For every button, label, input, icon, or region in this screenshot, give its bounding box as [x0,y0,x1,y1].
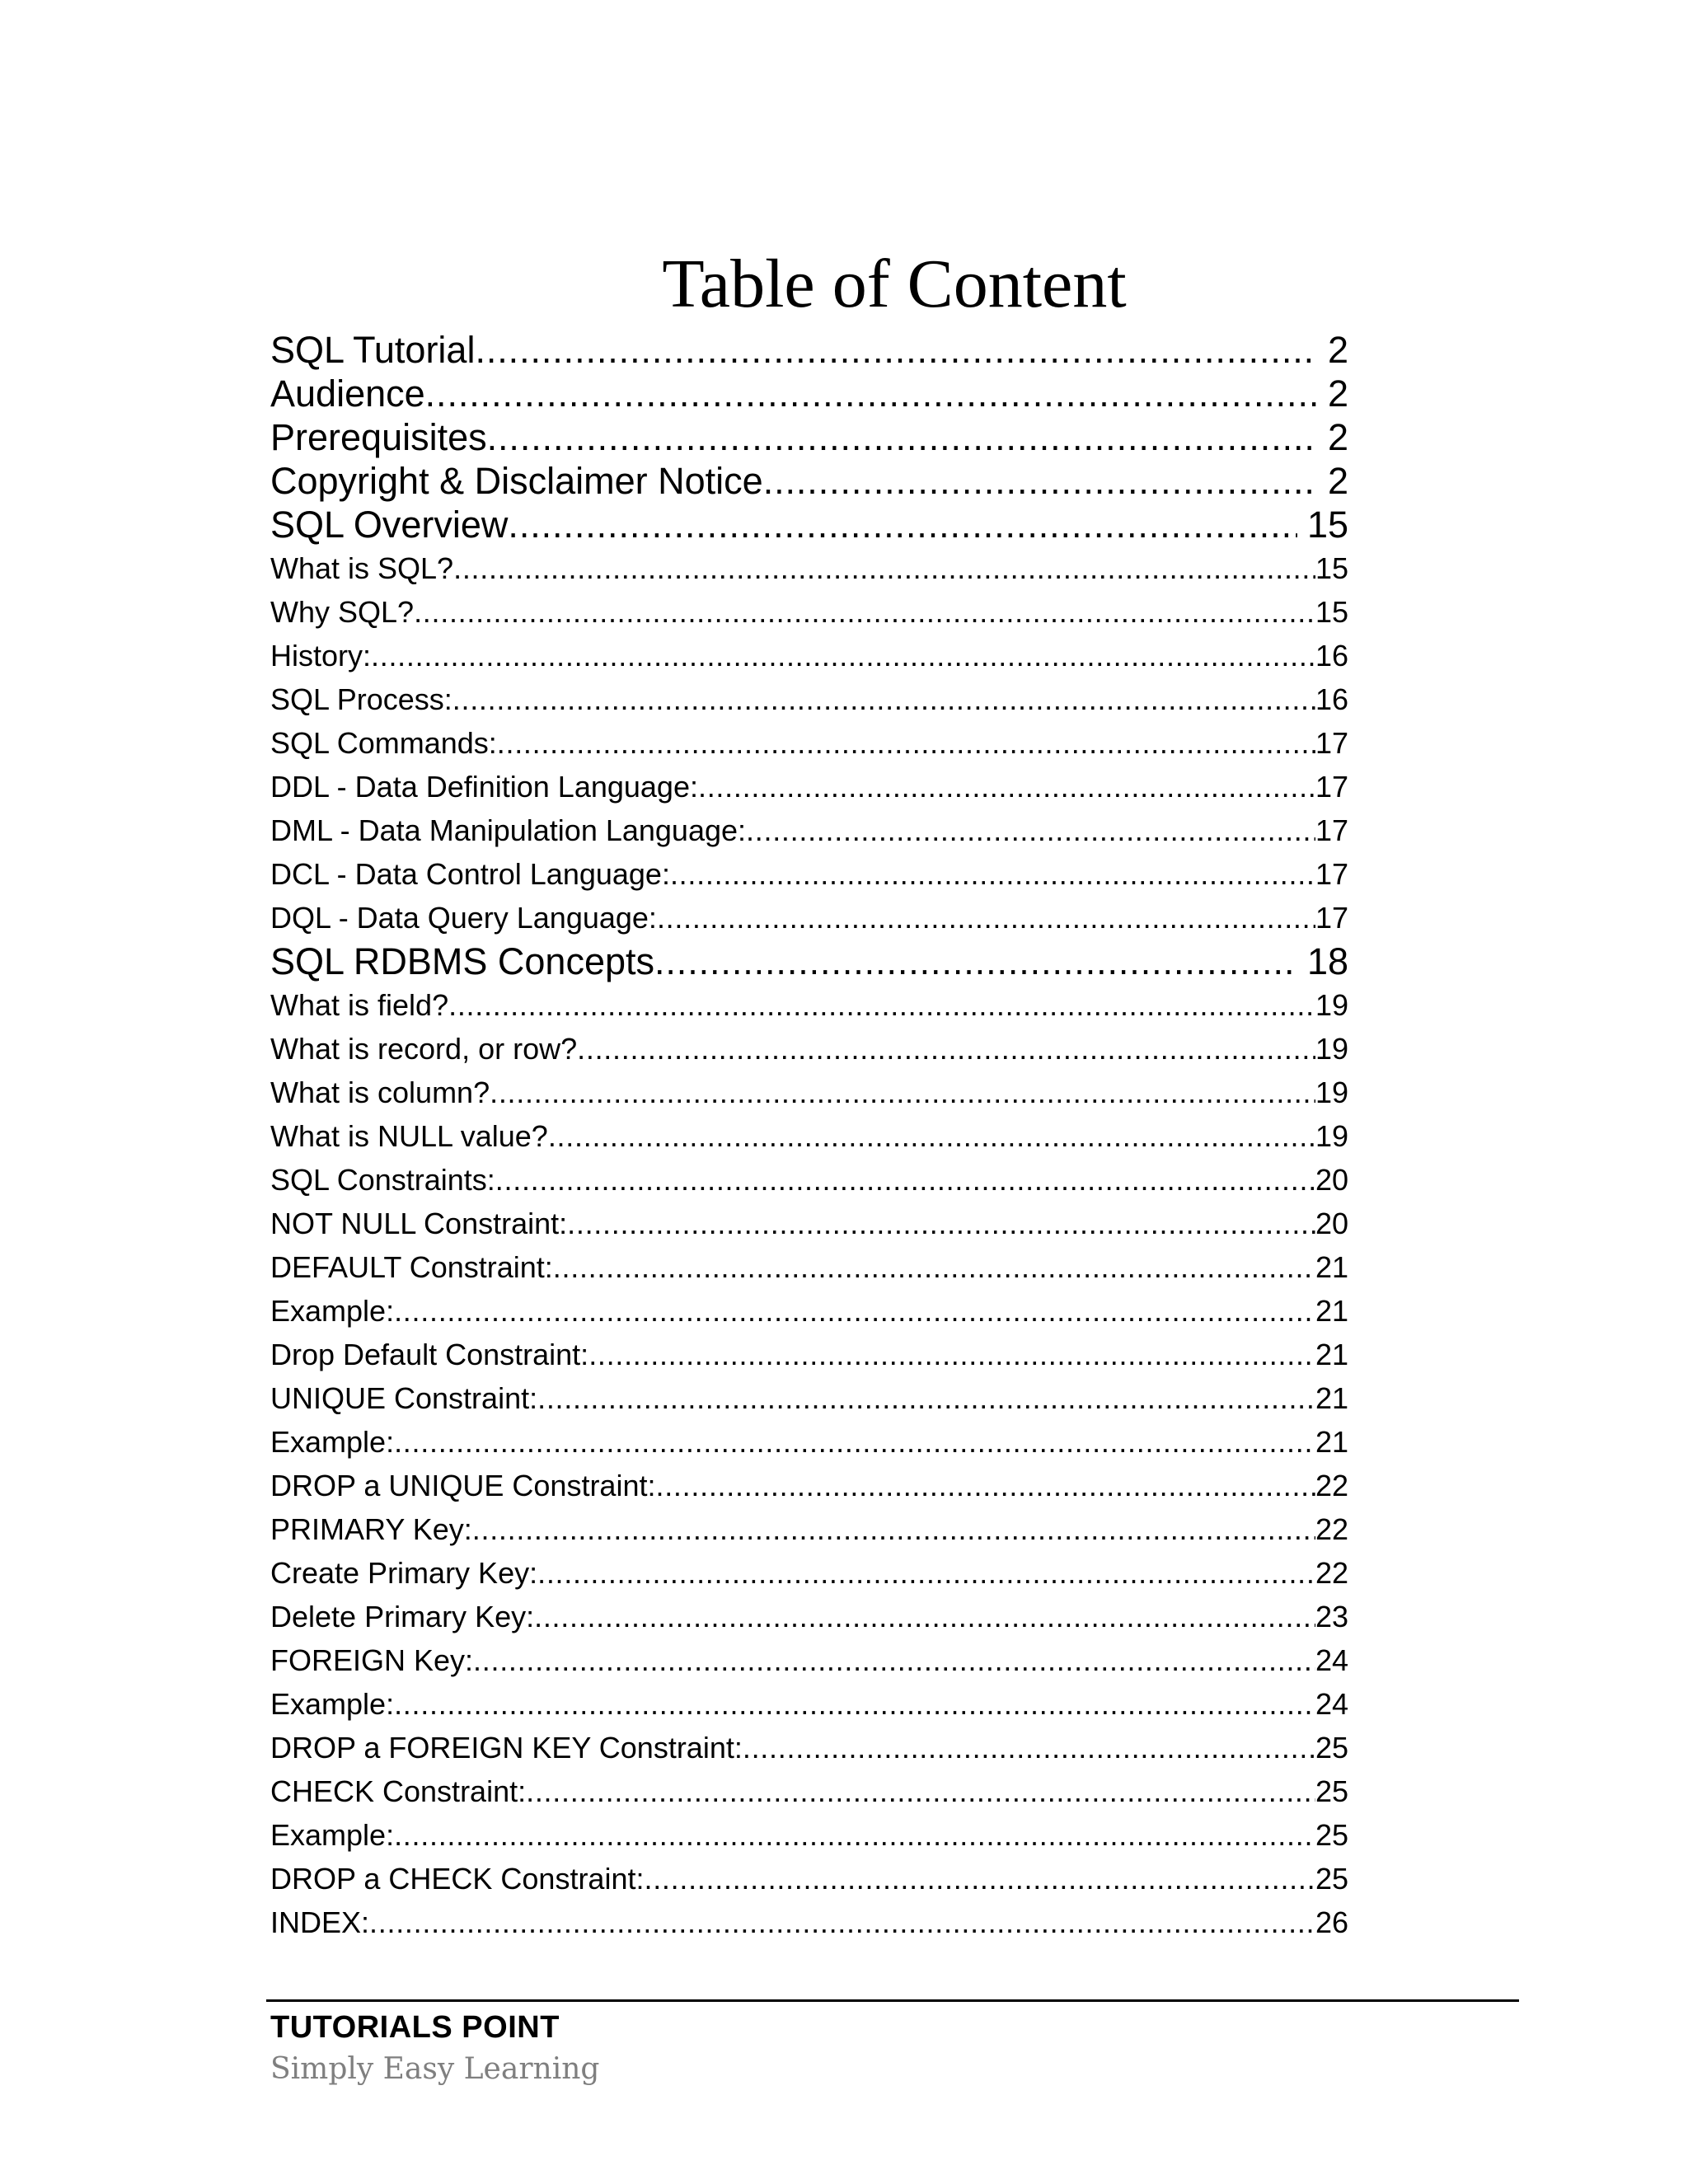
toc-entry[interactable] [270,1857,1348,1900]
toc-dot-leader [553,1245,1315,1289]
toc-entry-label: SQL Tutorial [270,329,476,371]
toc-entry[interactable] [270,1813,1348,1857]
toc-entry-page-number: 21 [1315,1294,1348,1328]
toc-entry-page-number: 15 [1315,595,1348,629]
toc-entry-page-number: 15 [1306,504,1348,546]
toc-entry-page-number: 22 [1315,1512,1348,1546]
toc-entry-page-number: 19 [1315,1032,1348,1066]
toc-entry-label: CHECK Constraint: [270,1774,527,1808]
toc-dot-leader [371,634,1315,677]
toc-entry-label: Example: [270,1687,395,1721]
toc-dot-leader [655,1464,1315,1507]
toc-entry-label: DROP a FOREIGN KEY Constraint: [270,1731,743,1765]
toc-entry[interactable] [270,1333,1348,1376]
toc-entry-page-number: 23 [1315,1600,1348,1633]
toc-entry[interactable] [270,1158,1348,1202]
toc-entry[interactable] [270,1071,1348,1114]
toc-entry-page-number: 26 [1315,1905,1348,1939]
toc-entry-label: Example: [270,1425,395,1459]
toc-entry-label: DQL - Data Query Language: [270,901,657,935]
footer-brand: TUTORIALS POINT [270,2010,560,2045]
toc-entry-page-number: 19 [1315,1119,1348,1153]
toc-entry[interactable] [270,372,1348,415]
toc-entry[interactable] [270,677,1348,721]
toc-entry[interactable] [270,765,1348,808]
toc-entry-page-number: 24 [1315,1643,1348,1677]
toc-entry-label: Audience [270,373,425,415]
toc-entry-page-number: 19 [1315,1076,1348,1109]
toc-entry[interactable] [270,1464,1348,1507]
toc-dot-leader [497,721,1315,765]
toc-dot-leader [487,415,1318,459]
toc-dot-leader [425,372,1318,415]
toc-entry-page-number: 2 [1327,460,1348,502]
toc-dot-leader [537,1376,1315,1420]
toc-entry-label: What is record, or row? [270,1032,578,1066]
toc-entry-page-number: 25 [1315,1731,1348,1765]
toc-entry[interactable] [270,983,1348,1027]
toc-entry-page-number: 20 [1315,1163,1348,1197]
toc-entry-label: Drop Default Constraint: [270,1338,589,1371]
toc-entry-page-number: 21 [1315,1250,1348,1284]
toc-entry-label: DROP a UNIQUE Constraint: [270,1469,656,1502]
toc-dot-leader [537,1551,1315,1595]
toc-entry-page-number: 17 [1315,770,1348,804]
toc-entry-label: What is NULL value? [270,1119,548,1153]
toc-entry[interactable] [270,1376,1348,1420]
toc-entry[interactable] [270,1900,1348,1944]
toc-entry-page-number: 22 [1315,1556,1348,1590]
toc-entry-label: DML - Data Manipulation Language: [270,813,747,847]
toc-entry-label: Prerequisites [270,416,487,458]
toc-entry[interactable] [270,808,1348,852]
toc-entry-label: History: [270,639,372,673]
toc-dot-leader [453,546,1315,590]
toc-dot-leader [394,1682,1315,1726]
toc-entry-label: Why SQL? [270,595,415,629]
toc-entry-label: Delete Primary Key: [270,1600,535,1633]
toc-entry-page-number: 25 [1315,1774,1348,1808]
toc-entry-label: SQL Process: [270,682,452,716]
toc-entry[interactable] [270,590,1348,634]
toc-entry-page-number: 16 [1315,639,1348,673]
toc-entry[interactable] [270,1595,1348,1638]
toc-entry-label: DCL - Data Control Language: [270,857,670,891]
toc-entry[interactable] [270,415,1348,459]
toc-entry-label: INDEX: [270,1905,370,1939]
toc-entry[interactable] [270,1682,1348,1726]
toc-entry[interactable] [270,634,1348,677]
toc-entry-page-number: 18 [1306,940,1348,982]
toc-dot-leader [654,940,1297,983]
toc-dot-leader [657,896,1315,940]
toc-entry-page-number: 2 [1327,416,1348,458]
toc-entry[interactable] [270,546,1348,590]
toc-dot-leader [490,1071,1315,1114]
toc-entry-page-number: 21 [1315,1425,1348,1459]
toc-entry-label: Copyright & Disclaimer Notice [270,460,763,502]
toc-entry[interactable] [270,896,1348,940]
toc-entry-page-number: 2 [1327,373,1348,415]
toc-dot-leader [763,459,1318,503]
toc-entry[interactable] [270,1420,1348,1464]
toc-dot-leader [394,1813,1315,1857]
toc-entry-label: SQL Commands: [270,726,497,760]
toc-entry-label: What is SQL? [270,551,454,585]
toc-dot-leader [452,677,1315,721]
toc-entry-label: SQL RDBMS Concepts [270,940,654,982]
toc-entry-label: FOREIGN Key: [270,1643,474,1677]
toc-dot-leader [746,808,1315,852]
toc-entry-page-number: 16 [1315,682,1348,716]
toc-entry-label: DDL - Data Definition Language: [270,770,698,804]
toc-entry-page-number: 21 [1315,1381,1348,1415]
toc-entry-page-number: 19 [1315,988,1348,1022]
toc-entry[interactable] [270,503,1348,546]
toc-entry-page-number: 21 [1315,1338,1348,1371]
toc-dot-leader [534,1595,1315,1638]
toc-dot-leader [508,503,1297,546]
toc-entry[interactable] [270,852,1348,896]
toc-dot-leader [644,1857,1315,1900]
toc-entry-label: What is field? [270,988,449,1022]
toc-entry-page-number: 20 [1315,1207,1348,1240]
toc-entry[interactable] [270,721,1348,765]
toc-entry-page-number: 15 [1315,551,1348,585]
toc-entry-page-number: 17 [1315,726,1348,760]
toc-entry[interactable] [270,1769,1348,1813]
toc-dot-leader [577,1027,1315,1071]
toc-entry-label: SQL Constraints: [270,1163,495,1197]
toc-entry-label: NOT NULL Constraint: [270,1207,568,1240]
toc-entry[interactable] [270,1551,1348,1595]
toc-entry[interactable] [270,1638,1348,1682]
toc-entry[interactable] [270,459,1348,503]
footer-divider [266,1999,1519,2002]
toc-entry[interactable] [270,1726,1348,1769]
toc-dot-leader [567,1202,1315,1245]
toc-dot-leader [495,1158,1315,1202]
toc-entry-label: Example: [270,1294,395,1328]
toc-dot-leader [448,983,1315,1027]
toc-dot-leader [473,1638,1315,1682]
toc-entry-page-number: 25 [1315,1818,1348,1852]
toc-entry-page-number: 17 [1315,901,1348,935]
toc-entry-label: What is column? [270,1076,490,1109]
toc-entry-page-number: 2 [1327,329,1348,371]
toc-entry[interactable] [270,1027,1348,1071]
toc-entry-label: Create Primary Key: [270,1556,538,1590]
toc-dot-leader [743,1726,1315,1769]
toc-entry[interactable] [270,328,1348,372]
toc-entry[interactable] [270,1202,1348,1245]
toc-dot-leader [670,852,1315,896]
footer-tagline: Simply Easy Learning [270,2052,600,2086]
toc-dot-leader [548,1114,1315,1158]
toc-entry[interactable] [270,1245,1348,1289]
toc-entry-page-number: 25 [1315,1862,1348,1896]
toc-entry[interactable] [270,1289,1348,1333]
toc-entry-label: SQL Overview [270,504,509,546]
toc-entry-label: PRIMARY Key: [270,1512,472,1546]
toc-dot-leader [475,328,1318,372]
toc-entry-label: Example: [270,1818,395,1852]
toc-entry-page-number: 22 [1315,1469,1348,1502]
toc-dot-leader [526,1769,1315,1813]
toc-dot-leader [588,1333,1315,1376]
toc-dot-leader [394,1420,1315,1464]
toc-dot-leader [414,590,1315,634]
toc-entry-label: DEFAULT Constraint: [270,1250,553,1284]
toc-dot-leader [698,765,1315,808]
toc-dot-leader [472,1507,1315,1551]
toc-entry-page-number: 17 [1315,813,1348,847]
table-of-contents [270,328,1348,1944]
toc-entry[interactable] [270,940,1348,983]
toc-dot-leader [394,1289,1315,1333]
toc-entry-label: UNIQUE Constraint: [270,1381,538,1415]
toc-entry-page-number: 24 [1315,1687,1348,1721]
toc-entry-label: DROP a CHECK Constraint: [270,1862,645,1896]
toc-entry-page-number: 17 [1315,857,1348,891]
toc-entry[interactable] [270,1507,1348,1551]
page-title: Table of Content [662,246,1127,322]
toc-entry[interactable] [270,1114,1348,1158]
toc-dot-leader [369,1900,1315,1944]
